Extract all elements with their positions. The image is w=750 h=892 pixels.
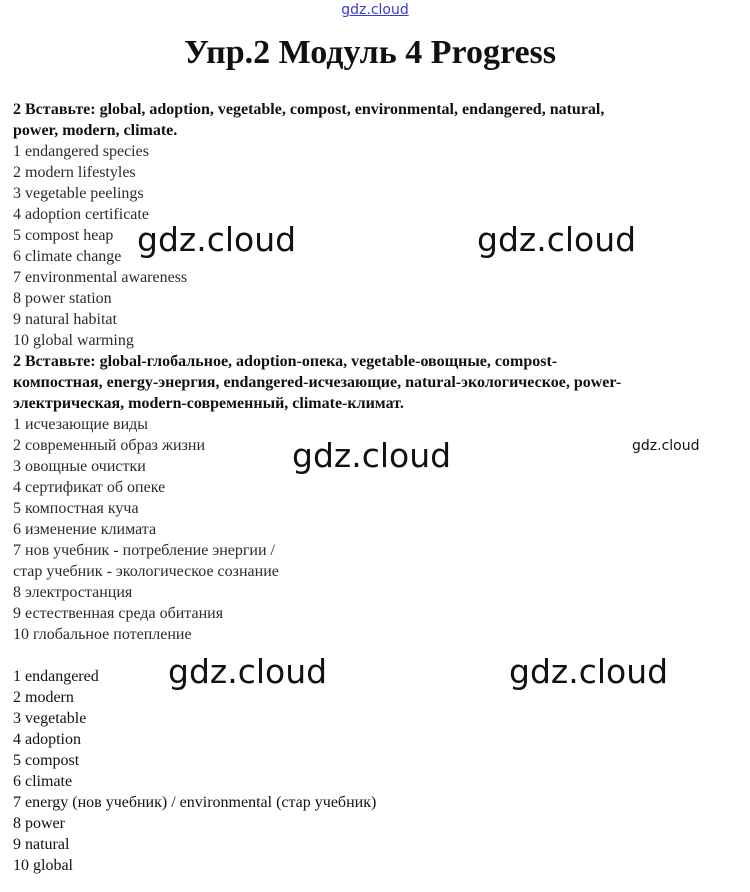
site-link[interactable]: gdz.cloud	[341, 2, 409, 18]
list-item: 8 power	[13, 815, 65, 832]
section-1-heading: 2 Вставьте: global, adoption, vegetable, compost, environmental, endangered, natural,	[13, 101, 605, 118]
watermark: gdz.cloud	[292, 436, 452, 475]
list-item: 2 modern	[13, 689, 74, 706]
list-item: 1 endangered	[13, 668, 99, 685]
list-item: 5 compost heap	[13, 227, 114, 244]
list-item: 4 adoption	[13, 731, 81, 748]
list-item: 1 исчезающие виды	[13, 416, 149, 433]
list-item: 10 global warming	[13, 332, 134, 349]
list-item: 7 нов учебник - потребление энергии /	[13, 542, 275, 559]
list-item: 5 compost	[13, 752, 80, 769]
list-item: 10 global	[13, 857, 73, 874]
list-item: 2 современный образ жизни	[13, 437, 206, 454]
list-item: 9 естественная среда обитания	[13, 605, 224, 622]
list-item: 9 natural	[13, 836, 70, 853]
list-item: стар учебник - экологическое сознание	[13, 563, 279, 580]
list-item: 5 компостная куча	[13, 500, 139, 517]
watermark: gdz.cloud	[168, 652, 328, 691]
section-2-heading-line: компостная, energy-энергия, endangered-исчезающие, natural-экологическое, power-	[13, 374, 622, 391]
watermark: gdz.cloud	[632, 438, 700, 454]
list-item: 3 овощные очистки	[13, 458, 146, 475]
list-item: 8 power station	[13, 290, 112, 307]
list-item: 2 modern lifestyles	[13, 164, 136, 181]
section-3	[13, 666, 733, 876]
section-2	[13, 351, 733, 645]
list-item: 7 energy (нов учебник) / environmental (стар учебник)	[13, 794, 377, 811]
watermark: gdz.cloud	[477, 220, 637, 259]
list-item: 6 climate change	[13, 248, 122, 265]
list-item: 7 environmental awareness	[13, 269, 188, 286]
list-item: 3 vegetable	[13, 710, 87, 727]
list-item: 3 vegetable peelings	[13, 185, 144, 202]
list-item: 8 электростанция	[13, 584, 133, 601]
list-item: 1 endangered species	[13, 143, 149, 160]
list-item: 4 сертификат об опеке	[13, 479, 166, 496]
watermark: gdz.cloud	[509, 652, 669, 691]
watermark: gdz.cloud	[137, 220, 297, 259]
list-item: 6 изменение климата	[13, 521, 157, 538]
list-item: 4 adoption certificate	[13, 206, 149, 223]
list-item: 9 natural habitat	[13, 311, 117, 328]
page-title: Упр.2 Модуль 4 Progress	[183, 34, 556, 71]
section-1-heading-cont: power, modern, climate.	[13, 122, 178, 139]
list-item: 10 глобальное потепление	[13, 626, 192, 643]
section-2-heading-line: 2 Вставьте: global-глобальное, adoption-опека, vegetable-овощные, compost-	[13, 353, 558, 370]
section-2-heading-line: электрическая, modern-современный, climate-климат.	[13, 395, 404, 412]
list-item: 6 climate	[13, 773, 73, 790]
